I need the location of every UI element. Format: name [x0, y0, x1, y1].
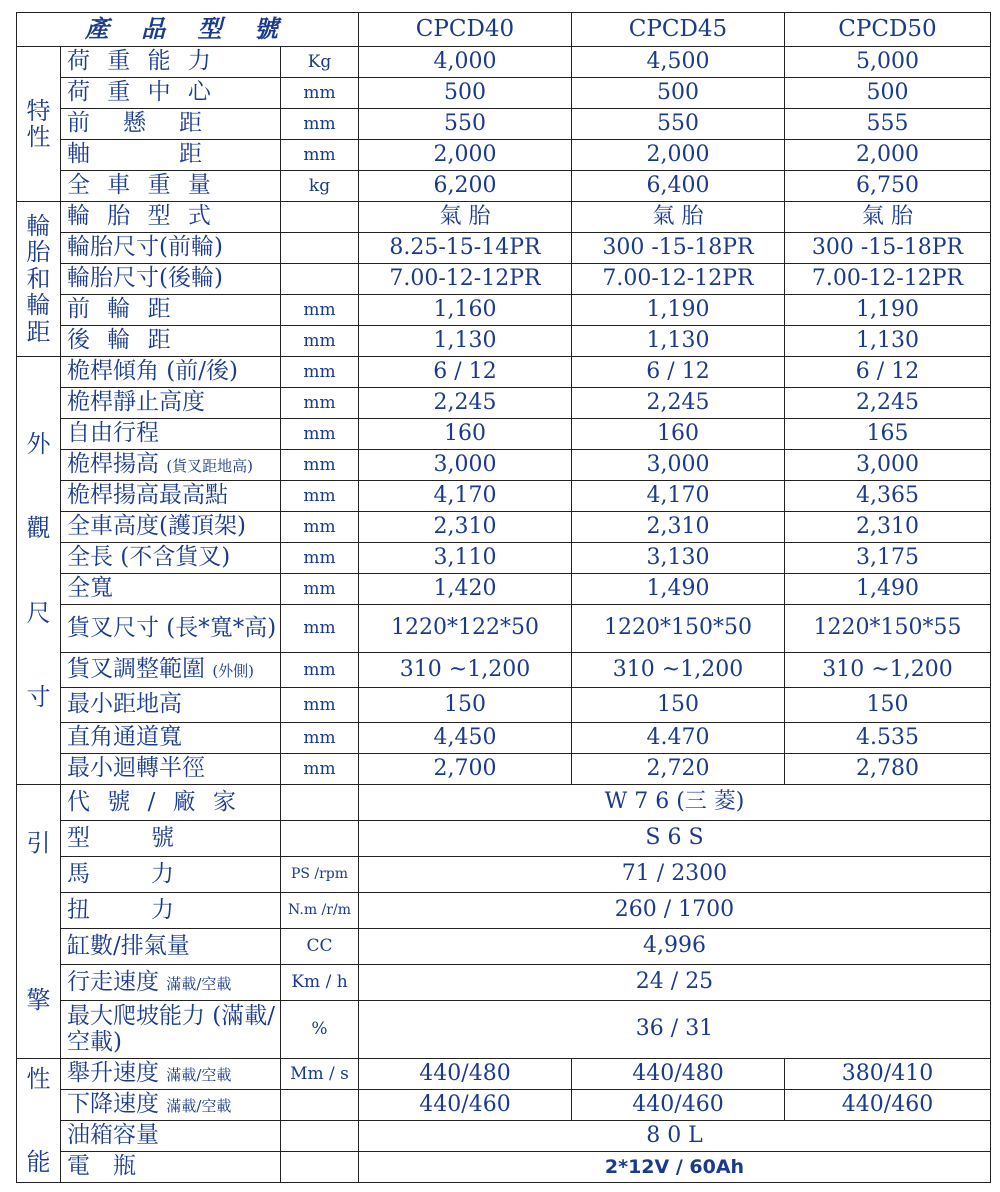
- spec-label-text: 前 輪 距: [67, 296, 176, 323]
- spec-label-text: 軸 距: [67, 141, 207, 168]
- group-char: 引: [26, 829, 51, 858]
- spec-value: 7.00-12-12PR: [785, 264, 991, 295]
- spec-unit: mm: [281, 295, 359, 326]
- spec-value: 1,160: [359, 295, 572, 326]
- spec-row: [17, 857, 991, 893]
- spec-value: 氣 胎: [359, 202, 572, 233]
- spec-label-text: 型 號: [67, 824, 179, 851]
- group-char: 尺: [26, 598, 51, 627]
- spec-unit: mm: [281, 605, 359, 653]
- spec-value: 150: [359, 688, 572, 723]
- group-engine: [17, 785, 61, 1059]
- spec-value: 2,720: [572, 754, 785, 785]
- spec-row: [17, 1001, 991, 1059]
- spec-value: 7.00-12-12PR: [572, 264, 785, 295]
- spec-label: [61, 171, 281, 202]
- spec-unit: mm: [281, 419, 359, 450]
- spec-row: [17, 388, 991, 419]
- spec-value: 1,190: [572, 295, 785, 326]
- spec-label: [61, 450, 281, 481]
- spec-unit: kg: [281, 171, 359, 202]
- spec-row: [17, 481, 991, 512]
- spec-label: [61, 543, 281, 574]
- spec-label-text: 後 輪 距: [67, 327, 176, 354]
- spec-value: 500: [572, 78, 785, 109]
- spec-unit: N.m /r/m: [281, 893, 359, 929]
- spec-value: 4.470: [572, 723, 785, 754]
- spec-label-text: 輪 胎 型 式: [67, 203, 216, 230]
- spec-label-text: 代 號 / 廠 家: [67, 788, 241, 815]
- model-cpcd40: CPCD40: [359, 13, 572, 47]
- spec-value: 2,245: [785, 388, 991, 419]
- spec-label: [61, 821, 281, 857]
- spec-label: [61, 140, 281, 171]
- spec-value: 1,130: [359, 326, 572, 357]
- spec-value: 6 / 12: [359, 357, 572, 388]
- spec-value: 2,000: [359, 140, 572, 171]
- spec-value: 4.535: [785, 723, 991, 754]
- spec-label-note: (外側): [212, 662, 255, 681]
- spec-unit: [281, 264, 359, 295]
- spec-value: 4,365: [785, 481, 991, 512]
- spec-value: 2,780: [785, 754, 991, 785]
- spec-label: [61, 754, 281, 785]
- spec-label-text: 輪胎尺寸(前輪): [67, 234, 223, 261]
- spec-label: [61, 723, 281, 754]
- spec-label: [61, 688, 281, 723]
- spec-value: 310 ~1,200: [785, 653, 991, 688]
- spec-label-text: 油箱容量: [67, 1122, 159, 1149]
- group-char: 和: [26, 264, 51, 293]
- spec-row: [17, 171, 991, 202]
- header-row: [17, 13, 991, 47]
- group-char: 輪: [26, 291, 51, 320]
- spec-value: 165: [785, 419, 991, 450]
- spec-unit: %: [281, 1001, 359, 1059]
- group-char: 觀: [26, 514, 51, 543]
- spec-value: 4,170: [572, 481, 785, 512]
- spec-value: 3,130: [572, 543, 785, 574]
- spec-row: [17, 893, 991, 929]
- spec-label: [61, 47, 281, 78]
- spec-row: [17, 574, 991, 605]
- spec-label: [61, 357, 281, 388]
- spec-value: 3,000: [572, 450, 785, 481]
- spec-label: [61, 109, 281, 140]
- spec-label-text: 荷 重 中 心: [67, 79, 216, 106]
- group-tires-track: [17, 202, 61, 357]
- spec-value: 3,110: [359, 543, 572, 574]
- header-label: 產 品 型 號: [17, 13, 359, 47]
- spec-label: [61, 233, 281, 264]
- spec-row: [17, 109, 991, 140]
- spec-value: 300 -15-18PR: [572, 233, 785, 264]
- spec-label-text: 最小迴轉半徑: [67, 755, 205, 782]
- spec-row: [17, 202, 991, 233]
- spec-row: [17, 723, 991, 754]
- spec-unit: [281, 1121, 359, 1152]
- spec-unit: mm: [281, 78, 359, 109]
- spec-value: 440/480: [359, 1059, 572, 1090]
- spec-value: 555: [785, 109, 991, 140]
- spec-value: 310 ~1,200: [572, 653, 785, 688]
- spec-label: [61, 295, 281, 326]
- spec-value: 6,400: [572, 171, 785, 202]
- spec-row: [17, 754, 991, 785]
- spec-value: 3,175: [785, 543, 991, 574]
- spec-label: [61, 1152, 281, 1183]
- spec-label-text: 貨叉尺寸 (長*寬*高): [67, 614, 277, 641]
- spec-unit: mm: [281, 574, 359, 605]
- spec-unit: Km / h: [281, 965, 359, 1001]
- spec-value: 1,490: [785, 574, 991, 605]
- spec-value: 4,500: [572, 47, 785, 78]
- spec-row: [17, 357, 991, 388]
- group-char: 性: [26, 1065, 51, 1094]
- spec-value: 150: [572, 688, 785, 723]
- spec-unit: mm: [281, 481, 359, 512]
- spec-row: [17, 688, 991, 723]
- spec-value: 2,000: [572, 140, 785, 171]
- spec-unit: mm: [281, 543, 359, 574]
- spec-value-merged: 36 / 31: [359, 1001, 991, 1059]
- spec-value: 6 / 12: [785, 357, 991, 388]
- spec-label: [61, 388, 281, 419]
- spec-value: 1,130: [572, 326, 785, 357]
- spec-value-merged: 24 / 25: [359, 965, 991, 1001]
- spec-value: 4,450: [359, 723, 572, 754]
- spec-value-merged: 8 0 L: [359, 1121, 991, 1152]
- spec-label-text: 馬 力: [67, 860, 179, 887]
- spec-label-text: 輪胎尺寸(後輪): [67, 265, 223, 292]
- group-char: 擎: [26, 985, 51, 1014]
- spec-label: [61, 965, 281, 1001]
- spec-row: [17, 653, 991, 688]
- spec-row: [17, 965, 991, 1001]
- spec-label: [61, 78, 281, 109]
- group-char: 特: [26, 96, 51, 125]
- spec-label-text: 直角通道寬: [67, 724, 182, 751]
- spec-label-text: 桅桿揚高最高點: [67, 482, 228, 509]
- spec-label: [61, 512, 281, 543]
- spec-row: [17, 1090, 991, 1121]
- spec-label: [61, 605, 281, 653]
- model-cpcd45: CPCD45: [572, 13, 785, 47]
- spec-row: [17, 929, 991, 965]
- spec-label-note: 滿載/空載: [166, 1097, 232, 1116]
- spec-value: 160: [572, 419, 785, 450]
- spec-label-text: 舉升速度: [67, 1060, 159, 1087]
- spec-row: [17, 785, 991, 821]
- spec-value: 550: [359, 109, 572, 140]
- spec-value: 310 ~1,200: [359, 653, 572, 688]
- spec-unit: mm: [281, 723, 359, 754]
- spec-value: 2,310: [359, 512, 572, 543]
- spec-label: [61, 419, 281, 450]
- spec-label: [61, 653, 281, 688]
- spec-label-text: 下降速度: [67, 1091, 159, 1118]
- spec-value: 2,000: [785, 140, 991, 171]
- spec-label-text: 全車高度(護頂架): [67, 513, 246, 540]
- group-characteristics: [17, 47, 61, 202]
- spec-value: 氣 胎: [572, 202, 785, 233]
- spec-row: [17, 543, 991, 574]
- spec-value: 4,000: [359, 47, 572, 78]
- model-cpcd50: CPCD50: [785, 13, 991, 47]
- spec-value: 440/460: [359, 1090, 572, 1121]
- spec-row: [17, 1121, 991, 1152]
- spec-unit: Mm / s: [281, 1059, 359, 1090]
- spec-unit: [281, 233, 359, 264]
- spec-unit: mm: [281, 450, 359, 481]
- spec-unit: mm: [281, 754, 359, 785]
- spec-row: [17, 264, 991, 295]
- spec-label-text: 最小距地高: [67, 691, 182, 718]
- spec-label: [61, 1059, 281, 1090]
- spec-unit: Kg: [281, 47, 359, 78]
- spec-label: [61, 1121, 281, 1152]
- spec-row: [17, 78, 991, 109]
- spec-label-text: 桅桿靜止高度: [67, 389, 205, 416]
- group-dimensions: [17, 357, 61, 785]
- spec-unit: [281, 785, 359, 821]
- spec-value: 1220*122*50: [359, 605, 572, 653]
- spec-label-text: 全 車 重 量: [67, 172, 216, 199]
- spec-label: [61, 929, 281, 965]
- spec-label: [61, 481, 281, 512]
- spec-value: 440/480: [572, 1059, 785, 1090]
- spec-value: 6 / 12: [572, 357, 785, 388]
- spec-label-text: 全寬: [67, 575, 113, 602]
- spec-value-merged: 2*12V / 60Ah: [359, 1152, 991, 1183]
- spec-label-text: 全長 (不含貨叉): [67, 544, 231, 571]
- spec-row: [17, 821, 991, 857]
- group-performance: [17, 1059, 61, 1183]
- spec-value-merged: 4,996: [359, 929, 991, 965]
- spec-value-merged: 71 / 2300: [359, 857, 991, 893]
- spec-value: 氣 胎: [785, 202, 991, 233]
- spec-value: 1,490: [572, 574, 785, 605]
- spec-label: [61, 1090, 281, 1121]
- spec-row: [17, 1059, 991, 1090]
- spec-label-text: 行走速度: [67, 968, 159, 995]
- spec-value: 150: [785, 688, 991, 723]
- spec-value: 4,170: [359, 481, 572, 512]
- spec-value: 1,420: [359, 574, 572, 605]
- spec-value: 1220*150*55: [785, 605, 991, 653]
- group-char: 能: [26, 1147, 51, 1176]
- spec-label-note: (貨叉距地高): [166, 457, 254, 476]
- spec-unit: CC: [281, 929, 359, 965]
- spec-value: 8.25-15-14PR: [359, 233, 572, 264]
- spec-value: 440/460: [572, 1090, 785, 1121]
- spec-value: 6,200: [359, 171, 572, 202]
- spec-label-text: 貨叉調整範圍: [67, 656, 205, 683]
- spec-label: [61, 326, 281, 357]
- spec-label-text: 桅桿揚高: [67, 451, 159, 478]
- spec-unit: mm: [281, 653, 359, 688]
- group-char: 性: [26, 123, 51, 151]
- spec-unit: mm: [281, 388, 359, 419]
- spec-value: 3,000: [359, 450, 572, 481]
- spec-label-text: 荷 重 能 力: [67, 48, 216, 75]
- spec-label-text: 桅桿傾角 (前/後): [67, 358, 239, 385]
- spec-row: [17, 419, 991, 450]
- spec-row: [17, 140, 991, 171]
- group-char: 寸: [26, 682, 51, 711]
- group-char: 輪: [26, 212, 51, 241]
- spec-unit: PS /rpm: [281, 857, 359, 893]
- spec-table: [16, 12, 991, 1183]
- spec-row: [17, 605, 991, 653]
- spec-value-merged: W 7 6 (三 菱): [359, 785, 991, 821]
- spec-value: 300 -15-18PR: [785, 233, 991, 264]
- spec-unit: [281, 202, 359, 233]
- spec-value: 1220*150*50: [572, 605, 785, 653]
- spec-label-note: 滿載/空載: [166, 974, 232, 993]
- spec-label: [61, 893, 281, 929]
- spec-row: [17, 326, 991, 357]
- spec-value: 550: [572, 109, 785, 140]
- spec-label-text: 最大爬坡能力 (滿載/空載): [67, 1003, 276, 1055]
- spec-unit: mm: [281, 326, 359, 357]
- spec-value: 2,310: [572, 512, 785, 543]
- spec-label: [61, 785, 281, 821]
- spec-row: [17, 233, 991, 264]
- spec-value: 7.00-12-12PR: [359, 264, 572, 295]
- spec-value: 3,000: [785, 450, 991, 481]
- spec-value: 2,700: [359, 754, 572, 785]
- spec-unit: [281, 1090, 359, 1121]
- spec-unit: mm: [281, 109, 359, 140]
- spec-value: 160: [359, 419, 572, 450]
- spec-value-merged: 260 / 1700: [359, 893, 991, 929]
- spec-row: [17, 295, 991, 326]
- spec-value: 6,750: [785, 171, 991, 202]
- spec-value: 2,245: [572, 388, 785, 419]
- spec-value: 380/410: [785, 1059, 991, 1090]
- spec-value: 1,190: [785, 295, 991, 326]
- spec-row: [17, 512, 991, 543]
- spec-label-text: 缸數/排氣量: [67, 932, 190, 959]
- spec-value-merged: S 6 S: [359, 821, 991, 857]
- spec-value: 500: [785, 78, 991, 109]
- spec-label: [61, 574, 281, 605]
- spec-label-text: 扭 力: [67, 896, 179, 923]
- spec-value: 2,310: [785, 512, 991, 543]
- spec-label-text: 自由行程: [67, 420, 159, 447]
- spec-label-note: 滿載/空載: [166, 1066, 232, 1085]
- spec-label: [61, 857, 281, 893]
- spec-value: 2,245: [359, 388, 572, 419]
- spec-row: [17, 1152, 991, 1183]
- spec-value: 440/460: [785, 1090, 991, 1121]
- spec-unit: [281, 821, 359, 857]
- group-char: 外: [26, 429, 51, 458]
- spec-row: [17, 450, 991, 481]
- spec-label: [61, 1001, 281, 1059]
- spec-value: 500: [359, 78, 572, 109]
- spec-label-text: 電 瓶: [67, 1153, 136, 1180]
- spec-unit: mm: [281, 512, 359, 543]
- spec-row: [17, 47, 991, 78]
- spec-value: 1,130: [785, 326, 991, 357]
- spec-label: [61, 264, 281, 295]
- spec-unit: mm: [281, 357, 359, 388]
- spec-label: [61, 202, 281, 233]
- spec-unit: [281, 1152, 359, 1183]
- spec-label-text: 前 懸 距: [67, 110, 207, 137]
- group-char: 距: [26, 317, 51, 346]
- spec-unit: mm: [281, 688, 359, 723]
- spec-value: 5,000: [785, 47, 991, 78]
- spec-unit: mm: [281, 140, 359, 171]
- group-char: 胎: [26, 238, 51, 267]
